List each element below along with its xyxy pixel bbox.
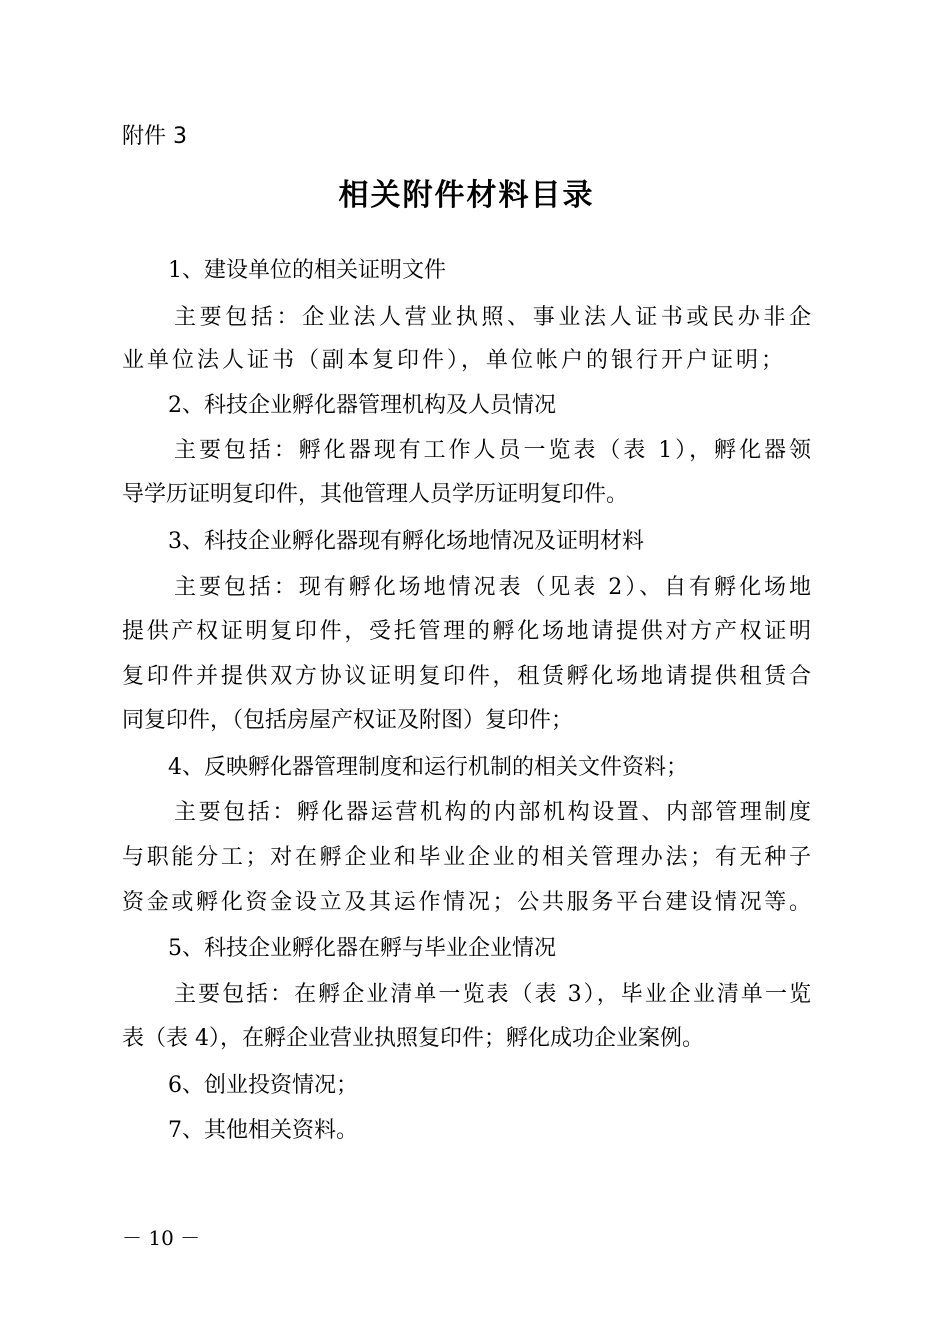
- section-5-body-line-2: 表（表 4），在孵企业营业执照复印件；孵化成功企业案例。: [122, 1026, 704, 1051]
- section-3-body-line-2: 提供产权证明复印件，受托管理的孵化场地请提供对方产权证明: [122, 619, 811, 644]
- document-title: 相关附件材料目录: [338, 178, 595, 213]
- section-5-body-line-1: 主要包括：在孵企业清单一览表（表 3），毕业企业清单一览: [174, 982, 811, 1007]
- section-4-body-line-2: 与职能分工；对在孵企业和毕业企业的相关管理办法；有无种子: [122, 845, 811, 870]
- section-4-body-line-1: 主要包括：孵化器运营机构的内部机构设置、内部管理制度: [174, 800, 811, 825]
- section-3-body-line-1: 主要包括：现有孵化场地情况表（见表 2）、自有孵化场地: [174, 575, 811, 600]
- section-5-heading: 5、科技企业孵化器在孵与毕业企业情况: [168, 936, 556, 961]
- section-1-body-line-1: 主要包括：企业法人营业执照、事业法人证书或民办非企: [174, 305, 811, 330]
- section-4-heading: 4、反映孵化器管理制度和运行机制的相关文件资料；: [168, 755, 688, 780]
- section-1-heading: 1、建设单位的相关证明文件: [168, 258, 446, 283]
- section-2-heading: 2、科技企业孵化器管理机构及人员情况: [168, 393, 556, 418]
- section-3-body-line-3: 复印件并提供双方协议证明复印件，租赁孵化场地请提供租赁合: [122, 664, 811, 689]
- page-number: － 10 －: [122, 1226, 201, 1250]
- attachment-label: 附件 3: [122, 124, 187, 149]
- section-4-body-line-3: 资金或孵化资金设立及其运作情况；公共服务平台建设情况等。: [122, 890, 811, 915]
- section-2-body-line-2: 导学历证明复印件，其他管理人员学历证明复印件。: [122, 482, 629, 507]
- section-3-heading: 3、科技企业孵化器现有孵化场地情况及证明材料: [168, 529, 644, 554]
- section-2-body-line-1: 主要包括：孵化器现有工作人员一览表（表 1），孵化器领: [174, 438, 811, 463]
- section-6-heading: 6、创业投资情况；: [168, 1073, 358, 1098]
- section-7-heading: 7、其他相关资料。: [168, 1118, 358, 1143]
- section-1-body-line-2: 业单位法人证书（副本复印件），单位帐户的银行开户证明；: [122, 348, 783, 373]
- section-3-body-line-4: 同复印件，（包括房屋产权证及附图）复印件；: [122, 708, 574, 733]
